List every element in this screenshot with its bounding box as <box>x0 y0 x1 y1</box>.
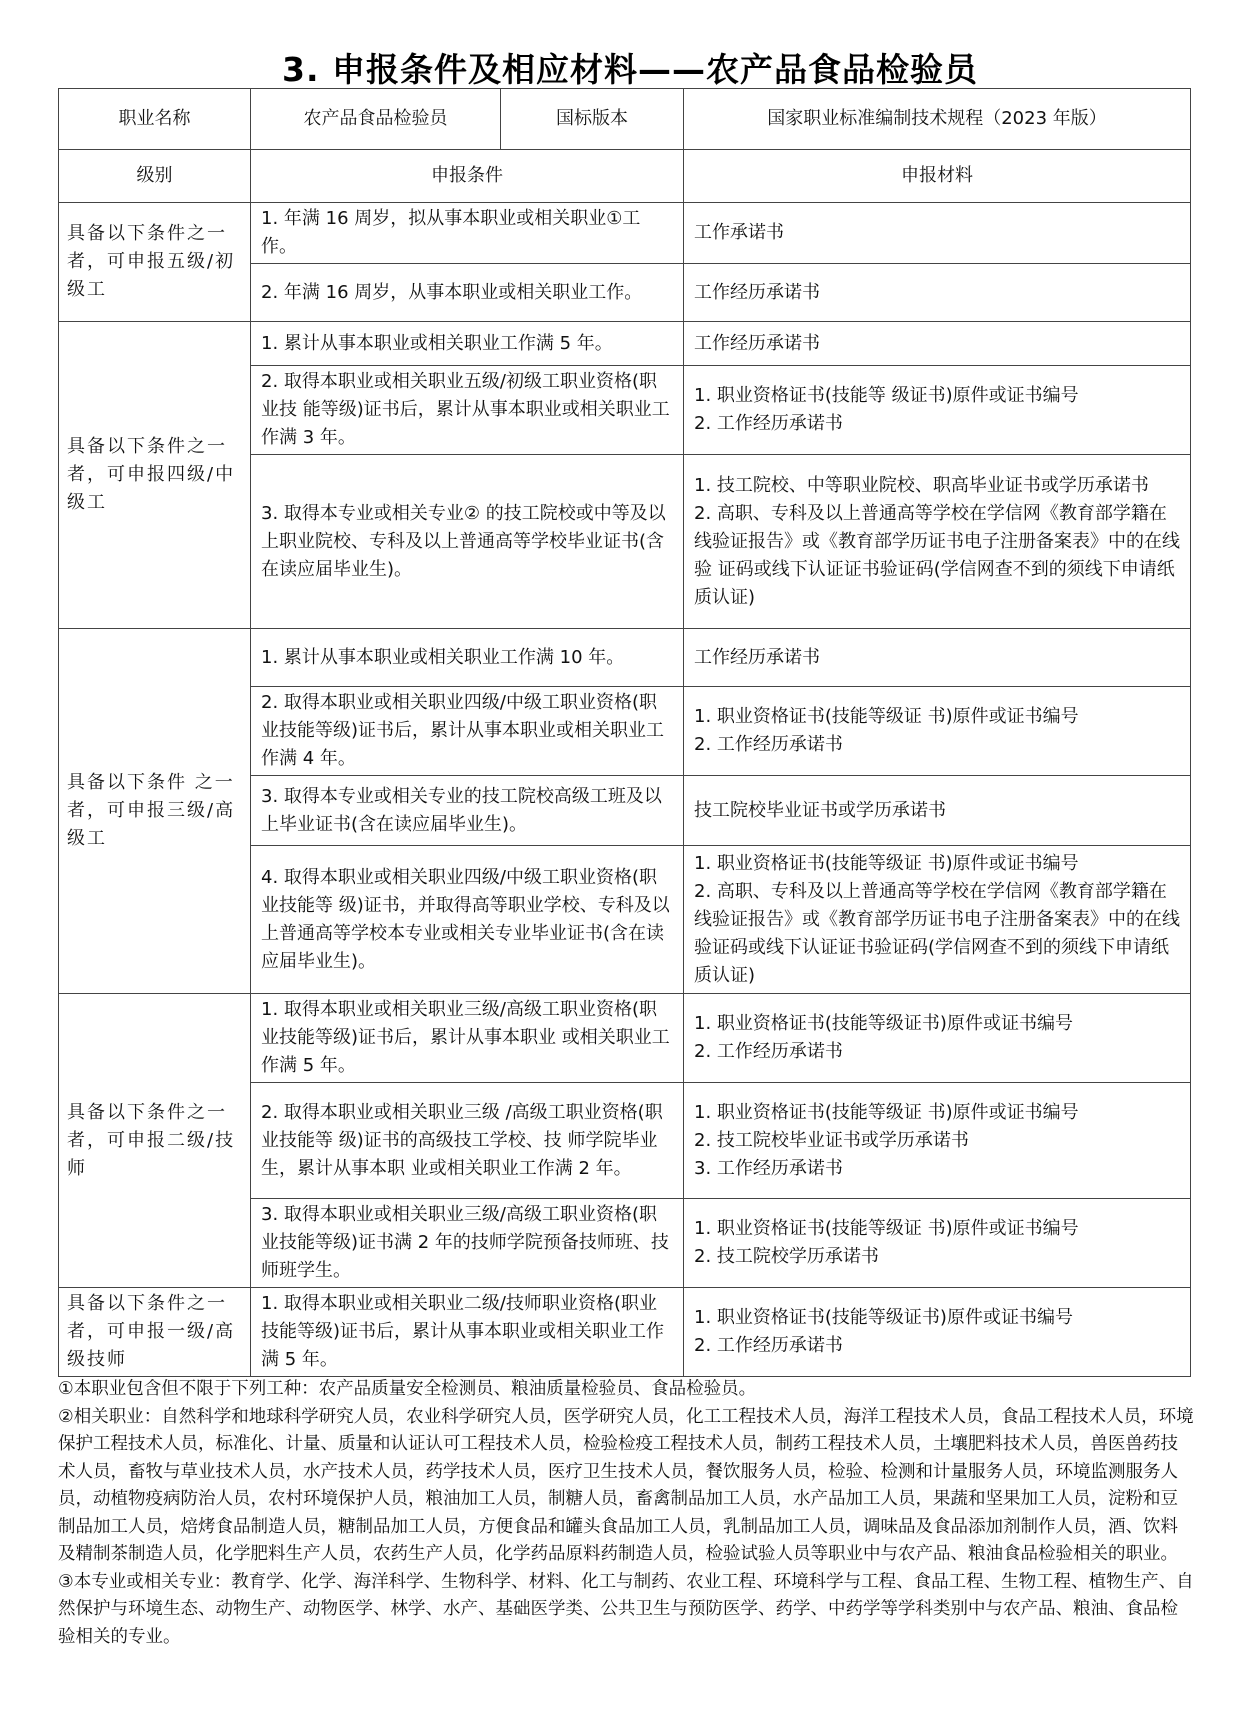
materials-cell <box>684 366 1191 455</box>
material-item: 2. 工作经历承诺书 <box>694 413 843 434</box>
table-row <box>59 322 1191 366</box>
condition-cell: 2. 取得本职业或相关职业四级/中级工职业资格(职业技能等级)证书后，累计从事本职业或相关职业工作满 4 年。 <box>251 687 684 776</box>
condition-cell: 1. 年满 16 周岁，拟从事本职业或相关职业①工作。 <box>251 203 684 264</box>
page-title: 3. 申报条件及相应材料——农产品食品检验员 <box>282 50 978 89</box>
materials-cell <box>684 776 1191 846</box>
materials-cell <box>684 455 1191 629</box>
condition-cell: 1. 累计从事本职业或相关职业工作满 5 年。 <box>251 322 684 366</box>
material-item: 1. 职业资格证书(技能等级证 书)原件或证书编号 <box>694 852 1079 874</box>
condition-cell: 2. 取得本职业或相关职业三级 /高级工职业资格(职业技能等 级)证书的高级技工学校、技 师学院毕业生，累计从事本职 业或相关职业工作满 2 年。 <box>251 1083 684 1199</box>
material-item: 工作经历承诺书 <box>694 332 820 354</box>
material-item: 工作经历承诺书 <box>694 646 820 668</box>
material-item: 2. 技工院校学历承诺书 <box>694 1246 879 1267</box>
occupation-label: 职业名称 <box>59 89 251 150</box>
footnote-2: ②相关职业：自然科学和地球科学研究人员，农业科学研究人员，医学研究人员，化工工程技术人员，海洋工程技术人员，食品工程技术人员，环境保护工程技术人员，标准化、计量、质量和认证认可工程技术人员，检验检疫工程技术人员，制药工程技术人员，土壤肥料技术人员，兽医兽药技术人员，畜牧与草业技术人员，水产技术人员，药学技术人员，医疗卫生技术人员，餐饮服务人员，检验、检测和计量服务人员，环境监测服务人员，动植物疫病防治人员，农村环境保护人员，粮油加工人员，制糖人员，畜禽制品加工人员，水产品加工人员，果蔬和坚果加工人员，淀粉和豆制品加工人员，焙烤食品制造人员，糖制品加工人员，方便食品和罐头食品加工人员，乳制品加工人员，调味品及食品添加剂制作人员，酒、饮料及精制茶制造人员，化学肥料生产人员，农药生产人员，化学药品原料药制造人员，检验试验人员等职业中与农产品、粮油食品检验相关的职业。 <box>58 1406 1194 1564</box>
condition-cell: 3. 取得本专业或相关专业的技工院校高级工班及以上毕业证书(含在读应届毕业生)。 <box>251 776 684 846</box>
material-item: 2. 工作经历承诺书 <box>694 1335 843 1356</box>
condition-cell: 3. 取得本专业或相关专业② 的技工院校或中等及以上职业院校、专科及以上普通高等学校毕业证书(含在读应届毕业生)。 <box>251 455 684 629</box>
standard-label: 国标版本 <box>501 89 684 150</box>
materials-cell <box>684 1199 1191 1288</box>
material-item: 1. 职业资格证书(技能等级证 书)原件或证书编号 <box>694 1218 1079 1239</box>
materials-cell <box>684 846 1191 994</box>
table-row <box>59 1288 1191 1377</box>
materials-cell <box>684 203 1191 264</box>
column-header-level: 级别 <box>59 150 251 203</box>
materials-cell <box>684 1288 1191 1377</box>
material-item: 2. 技工院校毕业证书或学历承诺书 <box>694 1129 969 1151</box>
footnote-1: ①本职业包含但不限于下列工种：农产品质量安全检测员、粮油质量检验员、食品检验员。 <box>58 1379 757 1399</box>
materials-cell <box>684 687 1191 776</box>
material-item: 1. 职业资格证书(技能等级证 书)原件或证书编号 <box>694 706 1079 727</box>
materials-cell <box>684 994 1191 1083</box>
header-row-columns <box>59 150 1191 203</box>
materials-cell <box>684 1083 1191 1199</box>
material-item: 3. 工作经历承诺书 <box>694 1157 843 1179</box>
material-item: 1. 职业资格证书(技能等 级证书)原件或证书编号 <box>694 385 1079 406</box>
condition-cell: 1. 累计从事本职业或相关职业工作满 10 年。 <box>251 629 684 687</box>
column-header-conditions: 申报条件 <box>251 150 684 203</box>
materials-cell <box>684 264 1191 322</box>
level-label: 具备以下条件之一者，可申报二级/技师 <box>59 994 251 1288</box>
material-item: 1. 职业资格证书(技能等级证书)原件或证书编号 <box>694 1013 1073 1034</box>
material-item: 1. 职业资格证书(技能等级证 书)原件或证书编号 <box>694 1101 1079 1123</box>
material-item: 工作承诺书 <box>694 222 784 243</box>
level-label: 具备以下条件 之一者，可申报三级/高级工 <box>59 629 251 994</box>
table-row <box>59 629 1191 687</box>
requirements-table <box>58 88 1191 1377</box>
level-label: 具备以下条件之一者，可申报一级/高级技师 <box>59 1288 251 1377</box>
condition-cell: 2. 年满 16 周岁，从事本职业或相关职业工作。 <box>251 264 684 322</box>
materials-cell <box>684 629 1191 687</box>
material-item: 2. 工作经历承诺书 <box>694 734 843 755</box>
standard-value: 国家职业标准编制技术规程（2023 年版） <box>684 89 1191 150</box>
column-header-materials: 申报材料 <box>684 150 1191 203</box>
material-item: 技工院校毕业证书或学历承诺书 <box>694 799 946 821</box>
material-item: 2. 工作经历承诺书 <box>694 1041 843 1062</box>
table-row <box>59 203 1191 264</box>
header-row-occupation <box>59 89 1191 150</box>
occupation-value: 农产品食品检验员 <box>251 89 501 150</box>
condition-cell: 4. 取得本职业或相关职业四级/中级工职业资格(职业技能等 级)证书，并取得高等职业学校、专科及以上普通高等学校本专业或相关专业毕业证书(含在读应届毕业生)。 <box>251 846 684 994</box>
footnotes <box>58 1376 1194 1651</box>
table-row <box>59 994 1191 1083</box>
materials-cell <box>684 322 1191 366</box>
level-label: 具备以下条件之一者，可申报四级/中级工 <box>59 322 251 629</box>
material-item: 1. 职业资格证书(技能等级证书)原件或证书编号 <box>694 1307 1073 1328</box>
footnote-3: ③本专业或相关专业：教育学、化学、海洋科学、生物科学、材料、化工与制药、农业工程、环境科学与工程、食品工程、生物工程、植物生产、自然保护与环境生态、动物生产、动物医学、林学、水产、基础医学类、公共卫生与预防医学、药学、中药学等学科类别中与农产品、粮油、食品检验相关的专业。 <box>58 1571 1194 1647</box>
material-item: 1. 技工院校、中等职业院校、职高毕业证书或学历承诺书 <box>694 474 1149 496</box>
material-item: 2. 高职、专科及以上普通高等学校在学信网《教育部学籍在线验证报告》或《教育部学历证书电子注册备案表》中的在线验 证码或线下认证证书验证码(学信网查不到的须线下申请纸质认证) <box>694 502 1180 608</box>
level-label: 具备以下条件之一者，可申报五级/初级工 <box>59 203 251 322</box>
material-item: 工作经历承诺书 <box>694 281 820 303</box>
condition-cell: 1. 取得本职业或相关职业三级/高级工职业资格(职业技能等级)证书后，累计从事本职业 或相关职业工作满 5 年。 <box>251 994 684 1083</box>
material-item: 2. 高职、专科及以上普通高等学校在学信网《教育部学籍在线验证报告》或《教育部学历证书电子注册备案表》中的在线验证码或线下认证证书验证码(学信网查不到的须线下申请纸质认证) <box>694 880 1180 986</box>
condition-cell: 3. 取得本职业或相关职业三级/高级工职业资格(职业技能等级)证书满 2 年的技师学院预备技师班、技师班学生。 <box>251 1199 684 1288</box>
condition-cell: 2. 取得本职业或相关职业五级/初级工职业资格(职业技 能等级)证书后，累计从事本职业或相关职业工作满 3 年。 <box>251 366 684 455</box>
condition-cell: 1. 取得本职业或相关职业二级/技师职业资格(职业技能等级)证书后，累计从事本职业或相关职业工作满 5 年。 <box>251 1288 684 1377</box>
